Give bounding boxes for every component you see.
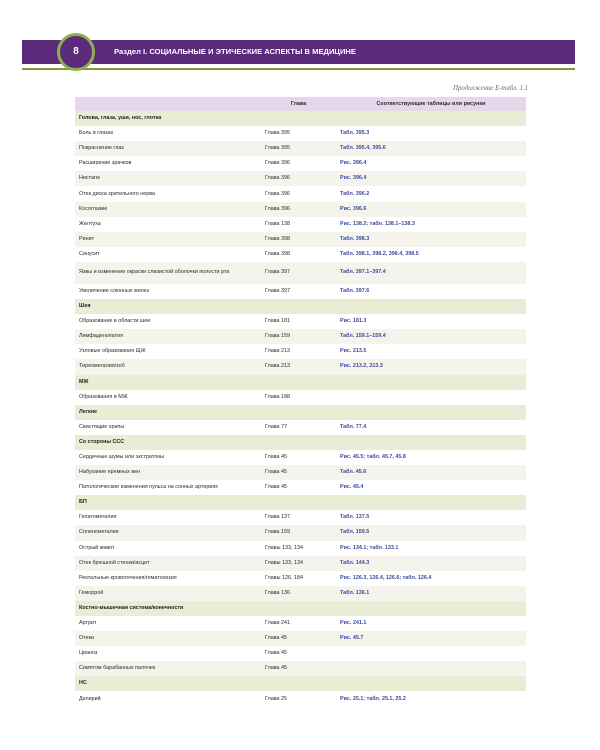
chapter-cell: Глава 159: [265, 529, 291, 536]
reference-cell: Табл. 395.4, 395.6: [340, 145, 386, 152]
symptom-cell: Ректальные кровотечения/гематохезия: [79, 574, 177, 581]
section-label: Голова, глаза, уши, нос, глотка: [79, 115, 162, 122]
table-row: [75, 691, 526, 706]
chapter-cell: Глава 136: [265, 589, 291, 596]
table-row: [75, 126, 526, 141]
table-row: [75, 450, 526, 465]
section-label: НС: [79, 680, 87, 687]
section-header-bar: [22, 40, 575, 64]
reference-cell: Рис. 134.1; табл. 133.1: [340, 544, 399, 551]
header-chapter: Глава: [290, 100, 307, 107]
table-row: [75, 284, 526, 299]
chapter-cell: Глава 45: [265, 650, 288, 657]
chapter-cell: Глава 45: [265, 454, 288, 461]
table-continued-note: Продолжение Е-табл. 1.1: [453, 85, 528, 92]
chapter-cell: Глава 159: [265, 333, 291, 340]
chapter-cell: Глава 395: [265, 130, 291, 137]
symptom-cell: Цианоз: [79, 650, 98, 657]
reference-cell: Рис. 126.3, 126.4, 126.6; табл. 126.4: [340, 574, 432, 581]
symptom-cell: Спленомегалия: [79, 529, 119, 536]
symptom-cell: Свистящие хрипы: [79, 423, 125, 430]
reference-cell: Рис. 138.2; табл. 138.1–138.3: [340, 220, 415, 227]
table-header: [75, 97, 526, 111]
chapter-cell: Глава 138: [265, 220, 291, 227]
table-section-row: [75, 299, 526, 314]
reference-cell: Рис. 396.4: [340, 160, 367, 167]
reference-cell: Рис. 213.5: [340, 348, 367, 355]
chapter-cell: Глава 397: [265, 269, 291, 276]
chapter-cell: Глава 45: [265, 665, 288, 672]
table-row: [75, 314, 526, 329]
reference-cell: [336, 646, 526, 661]
table-row: [75, 329, 526, 344]
table-row: [75, 141, 526, 156]
symptom-cell: Ринит: [79, 235, 95, 242]
reference-cell: Табл. 159.5: [340, 529, 370, 536]
symptom-cell: Патологические изменения пульса на сонных артериях: [79, 484, 218, 491]
symptom-cell: Симптом барабанных палочек: [79, 665, 156, 672]
reference-cell: Рис. 396.6: [340, 205, 367, 212]
symptom-cell: Язвы и изменение окраски слизистой оболочки полости рта: [79, 269, 230, 276]
chapter-cell: Глава 395: [265, 145, 291, 152]
table-row: [75, 571, 526, 586]
table-row: [75, 541, 526, 556]
reference-cell: Рис. 45.7: [340, 635, 364, 642]
reference-cell: Рис. 45.5; табл. 45.7, 45.8: [340, 454, 406, 461]
chapter-cell: Глава 181: [265, 318, 291, 325]
symptom-cell: Желтуха: [79, 220, 101, 227]
table-row: [75, 465, 526, 480]
symptom-cell: Острый живот: [79, 544, 115, 551]
table-section-row: [75, 435, 526, 450]
reference-cell: Рис. 241.1: [340, 620, 367, 627]
chapter-cell: Глава 396: [265, 160, 291, 167]
reference-cell: Табл. 77.4: [340, 423, 367, 430]
table-section-row: [75, 375, 526, 390]
symptom-cell: Лимфаденопатия: [79, 333, 124, 340]
page-number-badge: 8: [57, 33, 95, 71]
table-row: [75, 262, 526, 284]
reference-cell: Табл. 395.3: [340, 130, 370, 137]
reference-cell: Рис. 25.1; табл. 25.1, 25.2: [340, 695, 406, 702]
chapter-cell: Глава 398: [265, 250, 291, 257]
symptom-cell: Нистагм: [79, 175, 100, 182]
table-row: [75, 556, 526, 571]
symptom-cell: Образование в области шеи: [79, 318, 151, 325]
chapter-cell: Глава 137: [265, 514, 291, 521]
table-section-row: [75, 676, 526, 691]
chapter-cell: Главы 126, 184: [265, 574, 303, 581]
chapter-cell: Глава 396: [265, 175, 291, 182]
table-row: [75, 525, 526, 540]
reference-cell: Табл. 159.1–159.4: [340, 333, 386, 340]
table-section-row: [75, 495, 526, 510]
reference-cell: Табл. 144.3: [340, 559, 370, 566]
chapter-cell: Глава 45: [265, 635, 288, 642]
symptom-cell: Гепатомегалия: [79, 514, 117, 521]
section-title: Раздел I. СОЦИАЛЬНЫЕ И ЭТИЧЕСКИЕ АСПЕКТЫ В МЕДИЦИНЕ: [114, 47, 356, 56]
table-row: [75, 586, 526, 601]
reference-cell: Рис. 396.4: [340, 175, 367, 182]
reference-cell: Табл. 398.1, 398.2, 398.4, 398.5: [340, 250, 419, 257]
symptom-cell: Артрит: [79, 620, 97, 627]
table-section-row: [75, 601, 526, 616]
table-row: [75, 661, 526, 676]
section-label: Костно-мышечная система/конечности: [79, 604, 184, 611]
chapter-cell: Глава 397: [265, 287, 291, 294]
table-row: [75, 217, 526, 232]
table-row: [75, 646, 526, 661]
table-section-row: [75, 405, 526, 420]
reference-cell: Табл. 396.2: [340, 190, 370, 197]
reference-cell: [336, 661, 526, 676]
reference-cell: Табл. 45.6: [340, 469, 367, 476]
section-label: Со стороны ССС: [79, 438, 125, 445]
table-row: [75, 202, 526, 217]
symptom-cell: Косоглазие: [79, 205, 108, 212]
chapter-cell: Глава 396: [265, 190, 291, 197]
section-label: Легкие: [79, 408, 98, 415]
symptom-cell: Тиреомегалия/зоб: [79, 363, 125, 370]
section-label: МЖ: [79, 378, 89, 385]
reference-cell: Табл. 136.1: [340, 589, 370, 596]
header-rule: [22, 68, 575, 70]
header-symptom: [75, 97, 261, 111]
symptom-cell: Образования в МЖ: [79, 393, 128, 400]
chapter-cell: Главы 133, 134: [265, 544, 303, 551]
symptom-cell: Расширение зрачков: [79, 160, 132, 167]
table-row: [75, 156, 526, 171]
table-section-row: [75, 111, 526, 126]
table-row: [75, 631, 526, 646]
reference-cell: [336, 390, 526, 405]
table-body: [75, 111, 526, 707]
symptom-cell: Отек диска зрительного нерва: [79, 190, 156, 197]
chapter-cell: Главы 133, 134: [265, 559, 303, 566]
symptom-cell: Делирий: [79, 695, 101, 702]
chapter-cell: Глава 213: [265, 363, 291, 370]
reference-cell: Табл. 397.1–397.4: [340, 269, 386, 276]
chapter-cell: Глава 396: [265, 205, 291, 212]
chapter-cell: Глава 188: [265, 393, 291, 400]
chapter-cell: Глава 45: [265, 469, 288, 476]
symptom-cell: Увеличение слюнных желез: [79, 287, 150, 294]
reference-cell: Рис. 181.3: [340, 318, 367, 325]
reference-cell: Табл. 398.3: [340, 235, 370, 242]
table-row: [75, 232, 526, 247]
section-label: БП: [79, 499, 87, 506]
chapter-cell: Глава 398: [265, 235, 291, 242]
symptoms-reference-table: [75, 97, 526, 707]
symptom-cell: Узловые образования ЩЖ: [79, 348, 146, 355]
table-row: [75, 510, 526, 525]
table-row: [75, 390, 526, 405]
reference-cell: Рис. 45.4: [340, 484, 364, 491]
symptom-cell: Отек брюшной стенки/асцит: [79, 559, 150, 566]
header-references: Соответствующие таблицы или рисунки: [376, 100, 486, 107]
chapter-cell: Глава 45: [265, 484, 288, 491]
table-row: [75, 186, 526, 201]
table-row: [75, 171, 526, 186]
chapter-cell: Глава 241: [265, 620, 291, 627]
reference-cell: Рис. 213.2, 213.3: [340, 363, 383, 370]
table-row: [75, 247, 526, 262]
symptom-cell: Покраснение глаз: [79, 145, 124, 152]
section-label: Шея: [79, 303, 91, 310]
table-header-row: [75, 97, 526, 111]
table-row: [75, 616, 526, 631]
chapter-cell: Глава 25: [265, 695, 288, 702]
reference-cell: Табл. 137.5: [340, 514, 370, 521]
symptom-cell: Синусит: [79, 250, 100, 257]
symptom-cell: Сердечные шумы или экстратоны: [79, 454, 165, 461]
table-row: [75, 359, 526, 374]
chapter-cell: Глава 213: [265, 348, 291, 355]
table-row: [75, 480, 526, 495]
symptom-cell: Боль в глазах: [79, 130, 114, 137]
table-row: [75, 420, 526, 435]
symptom-cell: Геморрой: [79, 589, 104, 596]
reference-cell: Табл. 397.6: [340, 287, 370, 294]
symptom-cell: Набухание яремных вен: [79, 469, 141, 476]
symptom-cell: Отеки: [79, 635, 94, 642]
chapter-cell: Глава 77: [265, 423, 288, 430]
table-row: [75, 344, 526, 359]
